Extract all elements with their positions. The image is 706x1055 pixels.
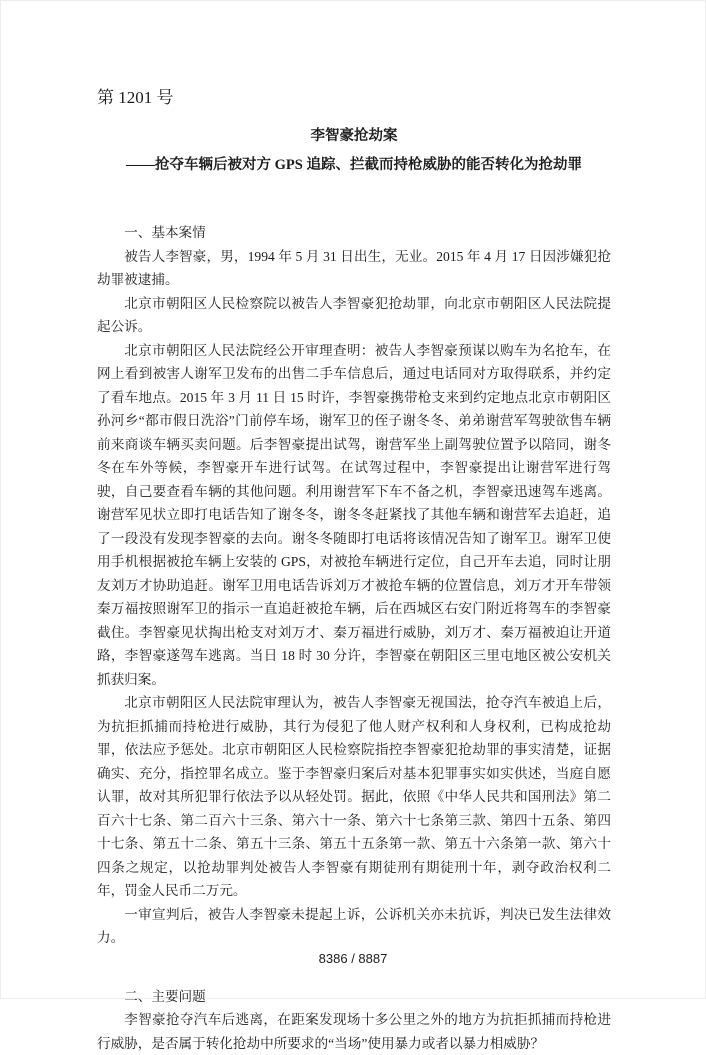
paragraph: 李智豪抢夺汽车后逃离，在距案发现场十多公里之外的地方为抗拒抓捕而持枪进行威胁，是否属于转化抢劫中所要求的“当场”使用暴力或者以暴力相威胁？: [97, 1012, 611, 1051]
paragraph: 被告人李智豪，男，1994 年 5 月 31 日出生，无业。2015 年 4 月 17 日因涉嫌犯抢劫罪被逮捕。: [97, 248, 611, 287]
paragraph: 一审宣判后，被告人李智豪未提起上诉，公诉机关亦未抗诉，判决已发生法律效力。: [97, 906, 611, 945]
section-heading-basic-facts: 一、基本案情: [124, 225, 206, 240]
case-title: 李智豪抢劫案: [310, 128, 398, 144]
paragraph: 北京市朝阳区人民检察院以被告人李智豪犯抢劫罪，向北京市朝阳区人民法院提起公诉。: [97, 295, 611, 334]
section-heading-main-issues: 二、主要问题: [124, 988, 206, 1004]
page-indicator: 8386 / 8887: [318, 951, 388, 966]
paragraph: 北京市朝阳区人民法院经公开审理查明：被告人李智豪预谋以购车为名抢车，在网上看到被害人谢军卫发布的出售二手车信息后，通过电话同对方取得联系，并约定了看车地点。2015 年 3 月 11 日 15 时许，李智豪携带枪支来到约定地点北京市朝阳区孙河乡“都市假日洗浴”门前停车场，谢军卫的侄子谢冬冬、弟弟谢营军驾驶欲售车辆前来商谈车辆买卖问题。后李智豪提出试驾，谢营军坐上副驾驶位置予以陪同，谢冬冬在车外等候，李智豪开车进行试驾。在试驾过程中，李智豪提出让谢营军进行驾驶，自己要查看车辆的其他问题。利用谢营军下车不备之机，李智豪迅速驾车逃离。谢营军见状立即打电话告知了谢冬冬，谢冬冬赶紧找了其他车辆和谢营军去追赶，追了一段没有发现李智豪的去向。谢冬冬随即打电话将该情况告知了谢军卫。谢军卫使用手机根据被抢车辆上安装的 GPS，对被抢车辆进行定位，自己开车去追，同时让朋友刘万才协助追赶。谢军卫用电话告诉刘万才被抢车辆的位置信息，刘万才开车带领秦万福按照谢军卫的指示一直追赶被抢车辆，后在西城区右安门附近将驾车的李智豪截住。李智豪见状掏出枪支对刘万才、秦万福进行威胁，刘万才、秦万福被迫让开道路，李智豪遂驾车逃离。当日 18 时 30 分许，李智豪在朝阳区三里屯地区被公安机关抓获归案。: [97, 342, 611, 687]
document-body: [97, 221, 611, 1055]
case-number: 第 1201 号: [97, 88, 174, 107]
case-subtitle: ——抢夺车辆后被对方 GPS 追踪、拦截而持枪威胁的能否转化为抢劫罪: [126, 156, 582, 173]
paragraph: 北京市朝阳区人民法院审理认为，被告人李智豪无视国法，抢夺汽车被追上后，为抗拒抓捕而持枪进行威胁，其行为侵犯了他人财产权利和人身权利，已构成抢劫罪，依法应予惩处。北京市朝阳区人民检察院指控李智豪犯抢劫罪的事实清楚，证据确实、充分，指控罪名成立。鉴于李智豪归案后对基本犯罪事实如实供述，当庭自愿认罪，故对其所犯罪行依法予以从轻处罚。据此，依照《中华人民共和国刑法》第二百六十七条、第二百六十三条、第六十一条、第六十七条第三款、第四十五条、第四十七条、第五十二条、第五十三条、第五十五条第一款、第五十六条第一款、第六十四条之规定，以抢劫罪判处被告人李智豪有期徒刑有期徒刑十年，剥夺政治权利二年，罚金人民币二万元。: [97, 695, 611, 898]
